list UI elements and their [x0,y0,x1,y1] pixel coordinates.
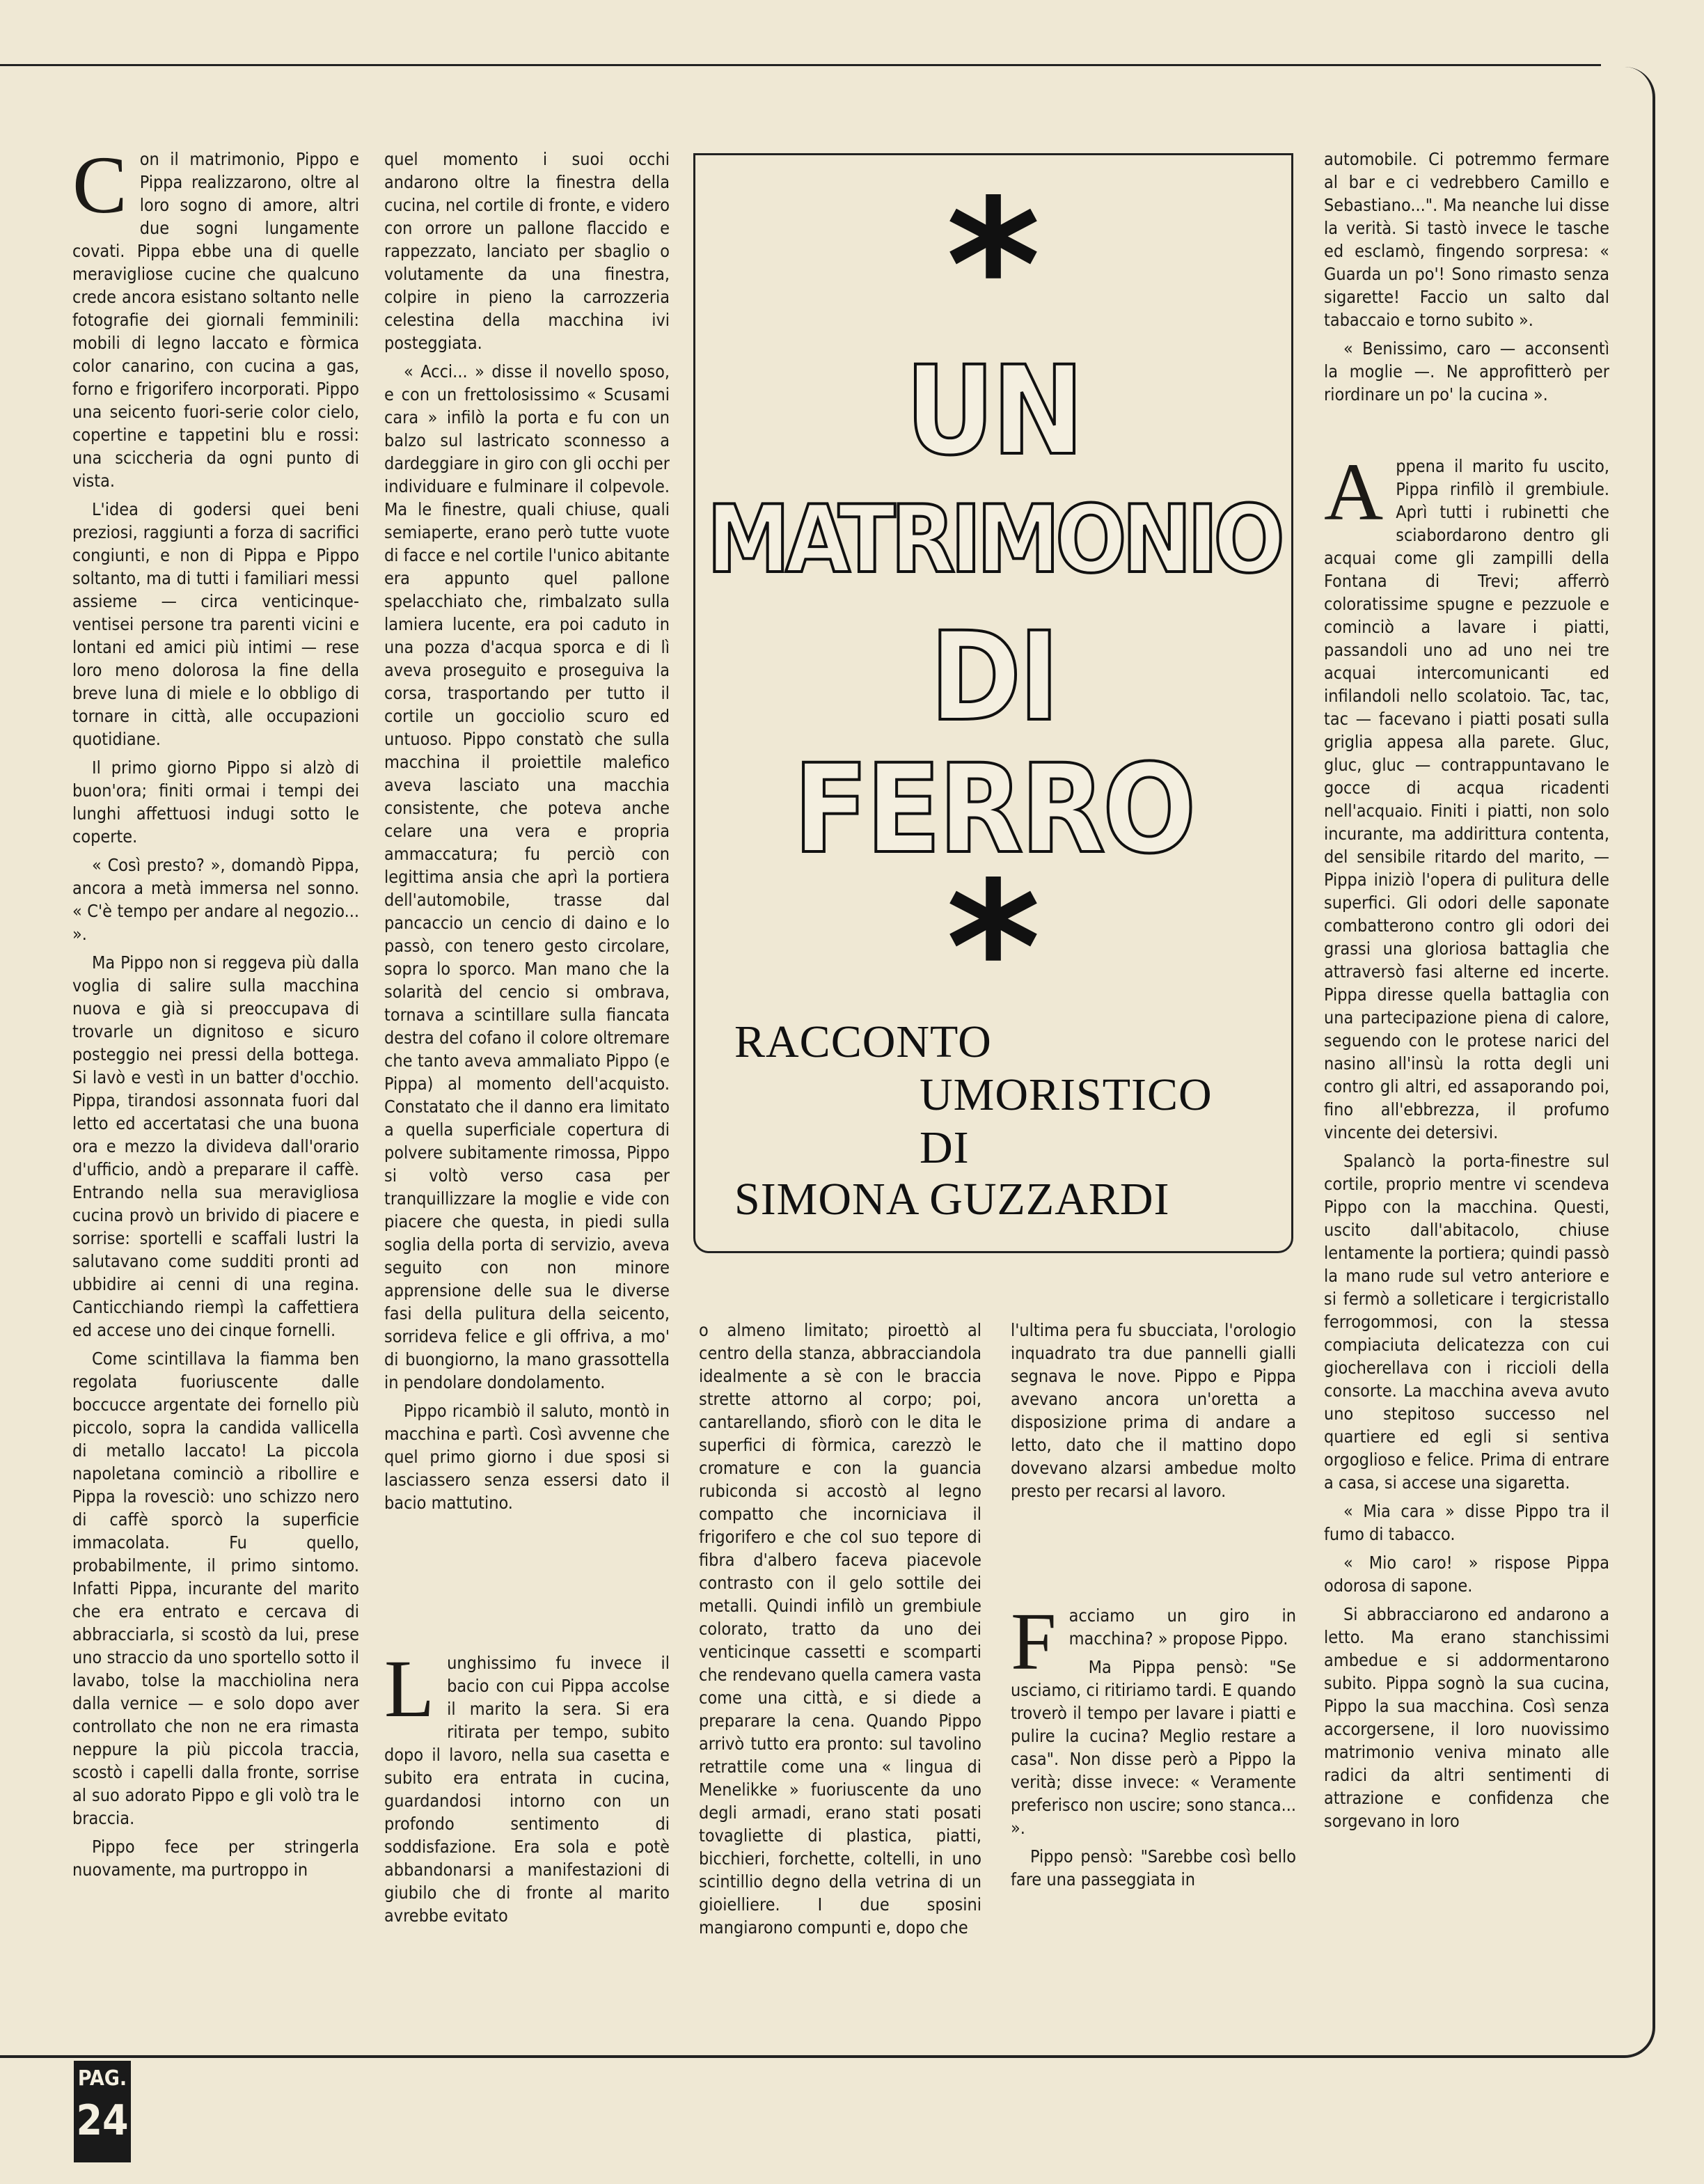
title-line-3: DI [929,606,1057,748]
page-number: 24 [76,2096,129,2145]
drop-cap: F [1011,1596,1057,1687]
top-rule [0,64,1601,66]
text: acciamo un giro in macchina? » propose Pippo. [1068,1605,1296,1649]
paragraph: o almeno limitato; piroettò al centro della stanza, abbracciandola idealmente a sè con le braccia strette attorno al corpo; poi, cantarellando, sfiorò con le dita le superfici di fòrmica, carezzò le cromature e con la guancia rubiconda si accostò al legno compatto che incorniciava il frigorifero e che col suo tepore di fibra d'albero faceva piacevole contrasto con il gelo sottile dei metalli. Quindi infilò un grembiule colorato, tratto da uno dei venticinque cassetti e scomparti che rendevano quella camera vasta come una città, e si diede a preparare la cena. Quando Pippo arrivò tutto era pronto: sul tavolino retrattile come una « lingua di Menelikke » fuoriuscente da uno degli armadi, erano stati posati tovagliette di plastica, piatti, bicchieri, forchette, coltelli, in uno scintillio degno della vetrina di un gioielliere. I due sposini mangiarono compunti e, dopo che [699,1320,981,1938]
paragraph: « Mio caro! » rispose Pippa odorosa di sapone. [1324,1553,1609,1596]
subtitle-line-2: UMORISTICO [920,1069,1213,1120]
paragraph: Il primo giorno Pippo si alzò di buon'ora; finiti ormai i tempi dei lunghi affettuosi indugi sotto le coperte. [72,757,359,847]
page-number-badge [74,2061,131,2162]
drop-cap: L [384,1643,435,1734]
column-5 [1324,148,1609,1838]
title-line-4: FERRO [793,738,1194,881]
column-2 [384,148,670,1520]
paragraph: automobile. Ci potremmo fermare al bar e ci vedrebbero Camillo e Sebastiano...". Ma neanche lui disse la verità. Si tastò invece le tasche ed esclamò, fingendo sorpresa: « Guarda un po'! Sono rimasto senza sigarette! Faccio un salto dal tabaccaio e torno subito ». [1324,149,1609,330]
paragraph [72,139,359,492]
paragraph: « Acci... » disse il novello sposo, e con un frettolosissimo « Scusami cara » infilò la porta e fu con un balzo sul lastricato sconnesso a dardeggiare in giro con gli occhi per individuare e fulminare il colpevole. Ma le finestre, quali chiuse, quali semiaperte, erano però tutte vuote di facce e nel cortile l'unico abitante era appunto quel pallone spelacchiato che, rimbalzato sulla lamiera lucente, era poi caduto in una pozza d'acqua sporca e di lì aveva proseguito e proseguiva la corsa, trasportando per tutto il cortile un gocciolio scuro ed untuoso. Pippo constatò che sulla macchina il proiettile malefico aveva lasciato una macchia consistente, che poteva anche celare una vera e propria ammaccatura; fu perciò con legittima ansia che aprì la portiera dell'automobile, trasse dal pancaccio un cencio di daino e lo passò, con tenero gesto circolare, sopra lo sporco. Man mano che la solarità del cencio si ombrava, tornava a scintillare sulla fiancata destra del cofano il colore oltremare che tanto aveva ammaliato Pippo (e Pippa) al momento dell'acquisto. Constatato che il danno era limitato a quella superficiale copertura di polvere subitamente rimossa, Pippo si voltò verso casa per tranquillizzare la moglie e vide con piacere che questa, in piedi sulla soglia della porta di servizio, aveva seguito con non minore apprensione delle sua le diverse fasi della pulitura della seicento, sorrideva felice e gli offriva, a mo' di buongiorno, la mano grassottella in pendolare dondolamento. [384,361,670,1392]
paragraph: « Mia cara » disse Pippo tra il fumo di tabacco. [1324,1501,1609,1544]
paragraph: l'ultima pera fu sbucciata, l'orologio inquadrato tra due pannelli gialli segnava le nove. Pippo e Pippa avevano ancora un'oretta a disposizione prima di andare a letto, dato che il mattino dopo dovevano alzarsi ambedue molto presto per recarsi al lavoro. [1011,1320,1296,1501]
paragraph: Come scintillava la fiamma ben regolata fuoriuscente dalle boccucce argentate dei fornello più piccolo, sopra la candida vallicella di metallo laccato! La piccola napoletana cominciò a ribollire e Pippa la rovesciò: uno schizzo nero di caffè sporcò la superficie immacolata. Fu quello, probabilmente, il primo sintomo. Infatti Pippa, incurante del marito che era entrato e cercava di abbracciarla, si scostò da lui, prese uno straccio da uno sportello sotto il lavabo, tolse la macchiolina nera dalla vernice — e solo dopo aver controllato che non ne era rimasta neppure la più piccola traccia, scostò i capelli dalla fronte, sorrise al suo adorato Pippo e gli volò tra le braccia. [72,1349,359,1828]
paragraph: Ma Pippa pensò: "Se usciamo, ci ritiriamo tardi. E quando troverò il tempo per lavare i piatti e pulire la cucina? Meglio restare a casa". Non disse però a Pippo la verità; disse invece: « Veramente preferisco non uscire; sono stanca... ». [1011,1657,1296,1838]
title-box [693,153,1293,1253]
paragraph: « Così presto? », domandò Pippa, ancora a metà immersa nel sonno. « C'è tempo per andare al negozio... ». [72,855,359,944]
page-label: PAG. [77,2066,127,2091]
column-4 [1011,1319,1296,1508]
title-line-1: UN [905,340,1082,482]
column-4-lower [1011,1596,1296,1896]
text: unghissimo fu invece il bacio con cui Pippa accolse il marito la sera. Si era ritirata per tempo, subito dopo il lavoro, nella sua casetta e subito era entrata in cucina, guardandosi intorno con un profondo sentimento di soddisfazione. Era sola e potè abbandonarsi a manifestazioni di giubilo che di fronte al marito avrebbe evitato [384,1653,670,1926]
paragraph: Spalancò la porta-finestre sul cortile, proprio mentre vi scendeva Pippo con la macchina. Questi, uscito dall'abitacolo, chiuse lentamente la portiera; quindi passò la mano rude sul vetro anteriore e si fermò a solleticare i tergicristallo ferrogommosi, con la stessa compiaciuta delicatezza con cui giocherellava con i riccioli della consorte. La macchina aveva avuto uno stepitoso successo nel quartiere ed egli si sentiva orgoglioso e felice. Prima di entrare a casa, si accese una sigaretta. [1324,1151,1609,1493]
subtitle-line-1: RACCONTO [734,1016,992,1067]
paragraph: quel momento i suoi occhi andarono oltre la finestra della cucina, nel cortile di fronte, e videro con orrore un pallone flaccido e rappezzato, lanciato per sbaglio o volutamente da una finestra, colpire in pieno la carrozzeria celestina della macchina ivi posteggiata. [384,149,670,353]
author-name: SIMONA GUZZARDI [734,1174,1170,1225]
drop-cap: C [72,139,127,230]
paragraph: Pippo pensò: "Sarebbe così bello fare una passeggiata in [1011,1846,1296,1890]
paragraph: L'idea di godersi quei beni preziosi, raggiunti a forza di sacrifici congiunti, e non di Pippa e Pippo soltanto, ma di tutti i familiari messi assieme — circa venticinque-ventisei persone tra parenti vicini e lontani ed amici più intimi — rese loro meno dolorosa la fine della breve luna di miele e lo obbligo di tornare in città, alle occupazioni quotidiane. [72,499,359,749]
column-3 [699,1319,981,1945]
column-2-lower [384,1643,670,1933]
paragraph: Si abbracciarono ed andarono a letto. Ma erano stanchissimi ambedue e si addormentarono subito. Pippa sognò la sua cucina, Pippo la sua macchina. Così senza accorgersene, il loro nuovissimo matrimonio veniva minato alle radici da altri sentimenti di attrazione e confidenza che sorgevano in loro [1324,1604,1609,1831]
text: on il matrimonio, Pippo e Pippa realizzarono, oltre al loro sogno di amore, altri due sogni lungamente covati. Pippa ebbe una di quelle meravigliose cucine che qualcuno crede ancora esistano soltanto nelle fotografie dei giornali femminili: mobili di legno laccato e fòrmica color canarino, con cucina a gas, forno e frigorifero incorporati. Pippo una seicento fuori-serie color cielo, copertine e tappetini blu e rossi: una sciccheria da ogni punto di vista. [72,149,359,491]
drop-cap: A [1324,446,1384,537]
paragraph: Ma Pippo non si reggeva più dalla voglia di salire sulla macchina nuova e già si preoccupava di trovarle un dignitoso e sicuro posteggio nei pressi della bottega. Si lavò e vestì in un batter d'occhio. Pippa, tirandosi assonnata fuori dal letto ed accertatasi che una buona ora e mezzo la divideva dall'orario d'ufficio, andò a preparare il caffè. Entrando nella sua meravigliosa cucina provò un brivido di piacere e sorrise: sportelli e scaffali lustri la salutavano come sudditi pronti ad ubbidire ai cenni di una regina. Canticchiando riempì la caffettiera ed accese uno dei cinque fornelli. [72,952,359,1340]
text: ppena il marito fu uscito, Pippa rinfilò il grembiule. Aprì tutti i rubinetti che sciabordarono dentro gli acquai come gli zampilli della Fontana di Trevi; afferrò coloratissime spugne e pezzuole e cominciò a lavare i piatti, passandoli uno ad uno nei tre acquai intercomunicanti ed infilandoli nello scolatoio. Tac, tac, tac — facevano i piatti posati sulla griglia appesa alla parete. Gluc, gluc, gluc — contrappuntavano le gocce di acqua ricadenti nell'acquaio. Finiti i piatti, non solo incurante, ma addirittura contenta, del sensibile ritardo del marito, — Pippa iniziò l'opera di pulitura delle superfici. Gli odori delle saponate combatterono contro gli odori dei grassi una gloriosa battaglia che attraversò fasi alterne ed incerte. Pippa diresse quella battaglia con una partecipazione piena di calore, seguendo con le protese narici del nasino all'insù la rotta degli uni contro gli altri, ed assaporando poi, fino all'ebbrezza, il profumo vincente dei detersivi. [1324,456,1609,1142]
paragraph: Pippo fece per stringerla nuovamente, ma purtroppo in [72,1837,359,1880]
paragraph: Pippo ricambiò il saluto, montò in macchina e partì. Così avvenne che quel primo giorno i due sposi si lasciassero senza essersi dato il bacio mattutino. [384,1401,670,1513]
paragraph [1011,1596,1296,1687]
paragraph: « Benissimo, caro — acconsentì la moglie —. Ne approfitterò per riordinare un po' la cucina ». [1324,338,1609,404]
subtitle-line-3: DI [920,1122,970,1173]
title-line-2: MATRIMONIO [707,485,1280,594]
asterisk-top: * [946,162,1041,372]
paragraph [384,1643,670,1927]
asterisk-bottom: * [946,844,1041,1054]
paragraph [1324,446,1609,1144]
column-1 [72,139,359,1887]
